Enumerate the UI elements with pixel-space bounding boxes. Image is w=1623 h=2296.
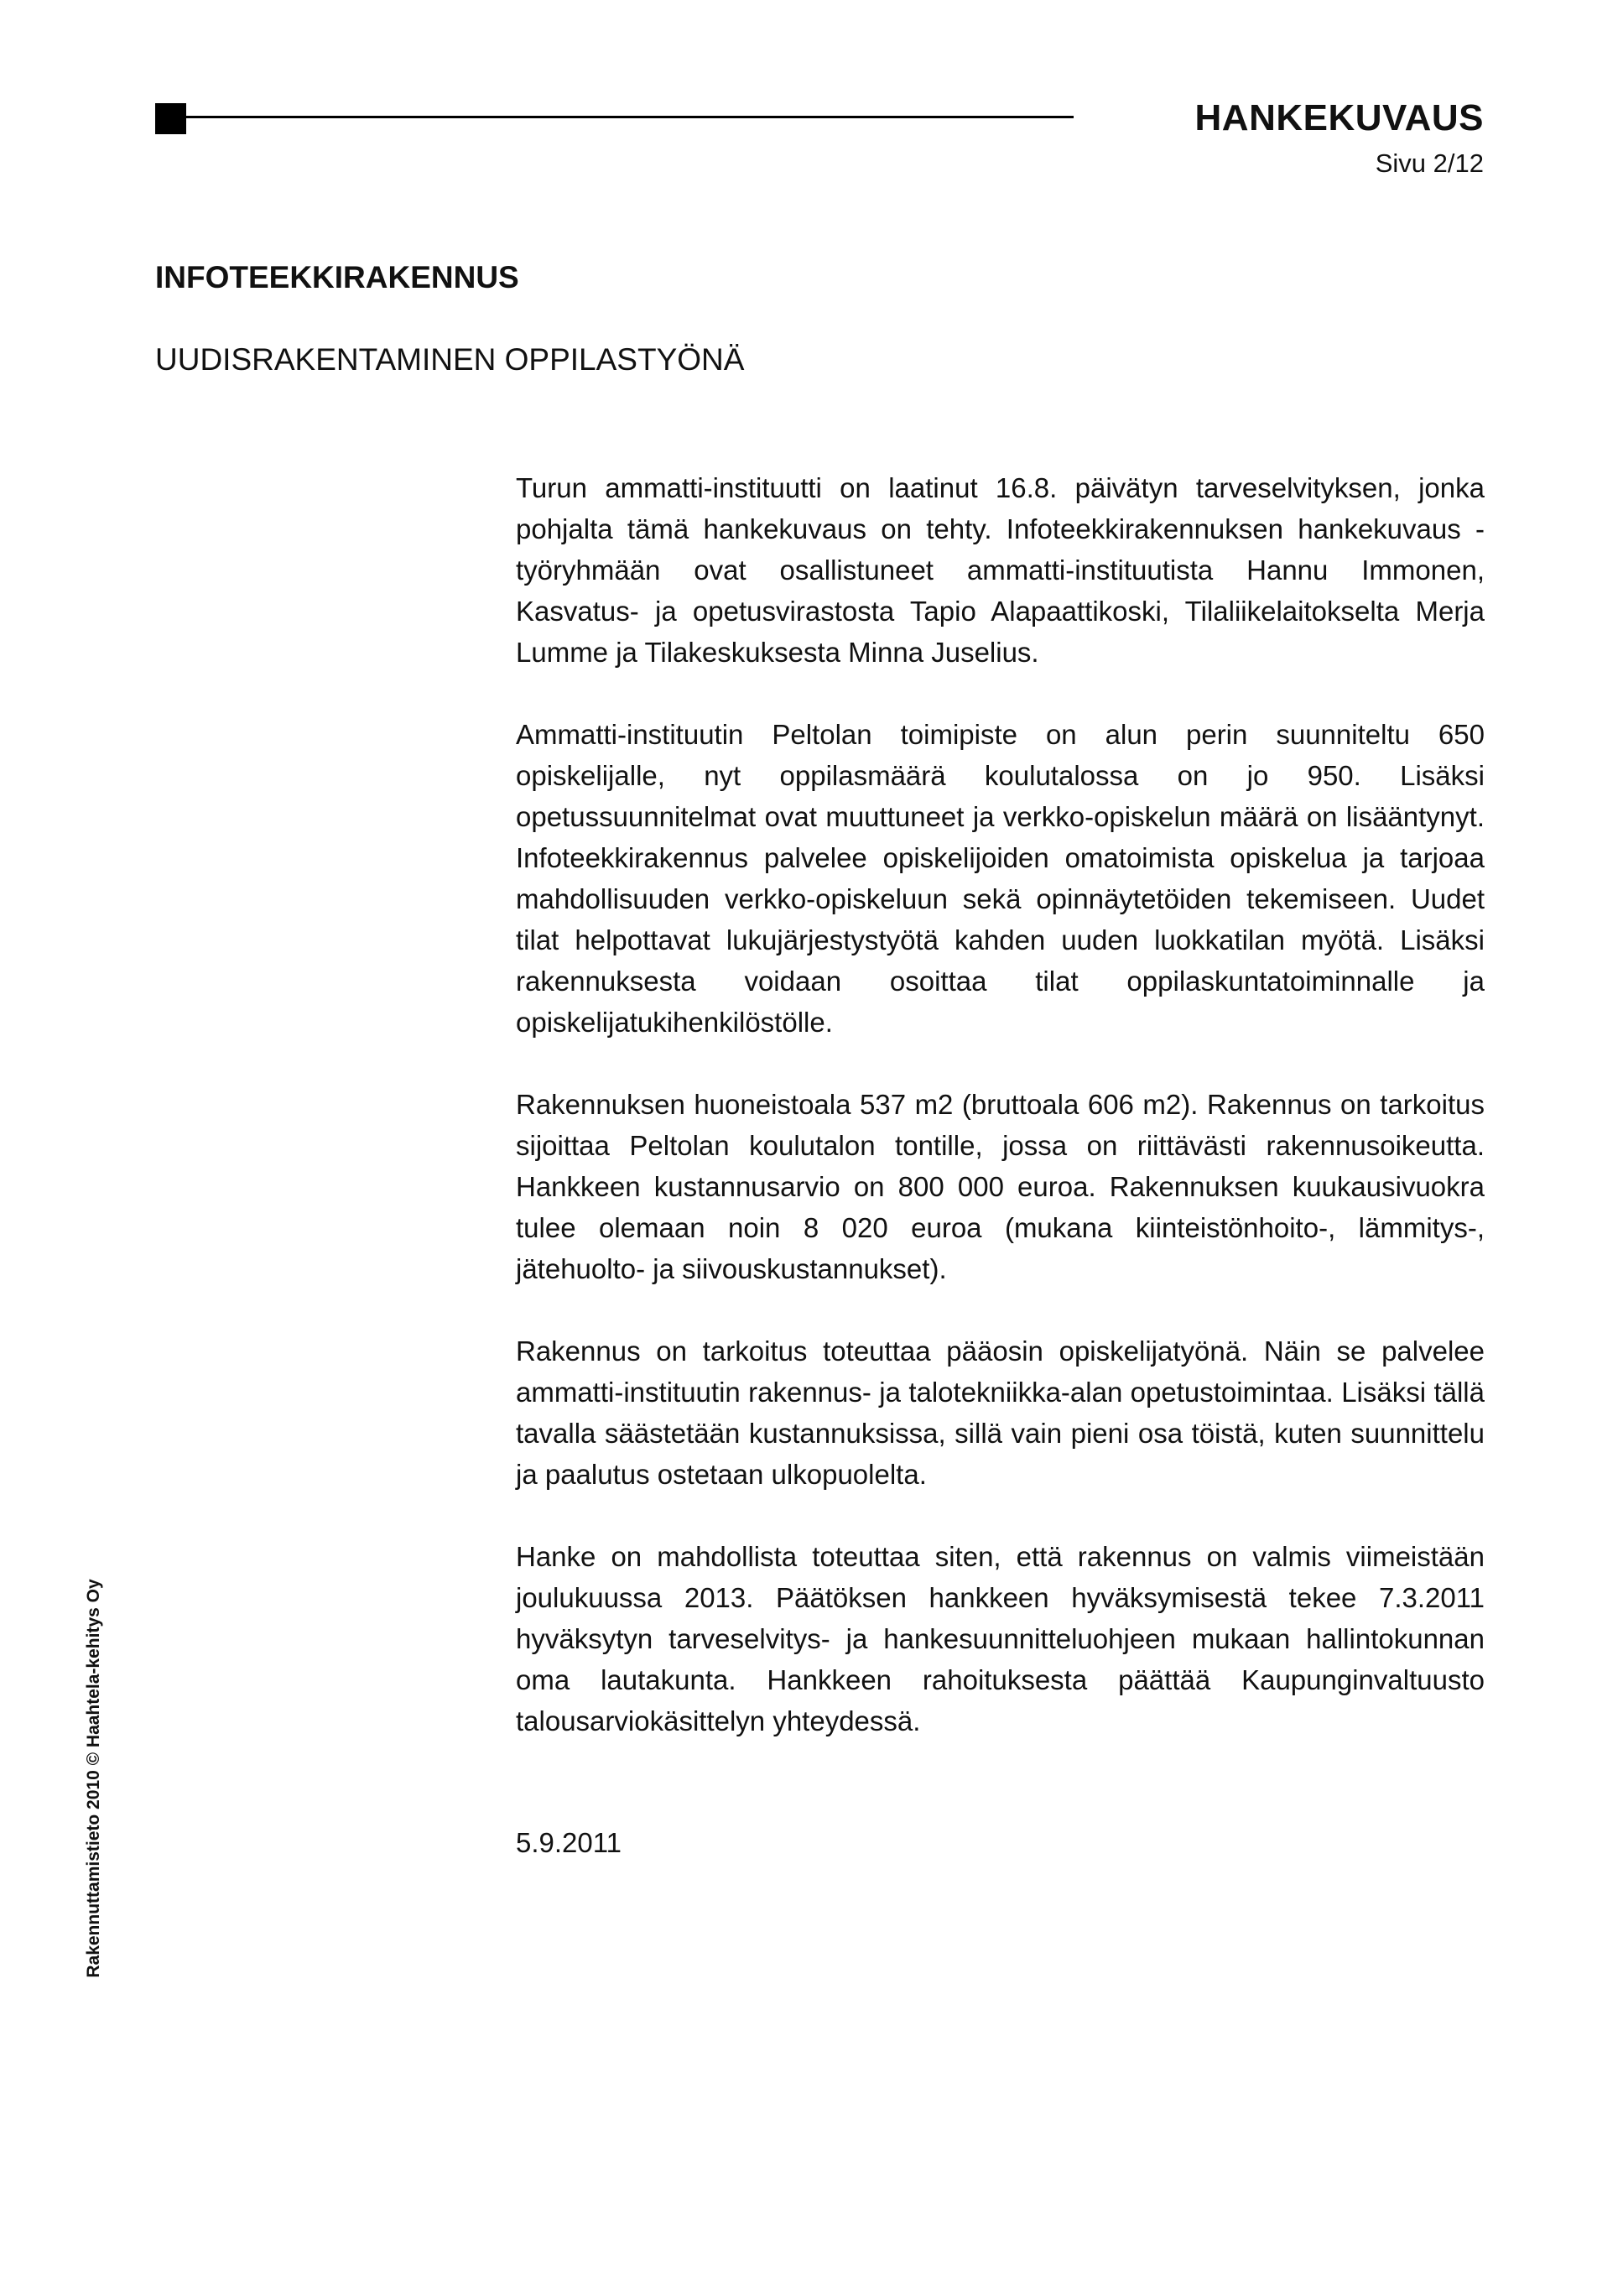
paragraph: Hanke on mahdollista toteuttaa siten, että rakennus on valmis viimeistään joulukuussa 2013. Päätöksen hankkeen hyväksymisestä tekee 7.3.2011 hyväksytyn tarveselvitys- ja hankesuunnitteluohjeen mukaan hallintokunnan oma lautakunta. Hankkeen rahoituksesta päättää Kaupunginvaltuusto talousarviokäsittelyn yhteydessä. — [516, 1541, 1485, 1736]
copyright-side-note: Rakennuttamistieto 2010 © Haahtela-kehitys Oy — [84, 1579, 103, 1978]
document-type: HANKEKUVAUS — [1194, 97, 1484, 138]
paragraph: Rakennuksen huoneistoala 537 m2 (bruttoala 606 m2). Rakennus on tarkoitus sijoittaa Peltolan koulutalon tontille, jossa on riittävästi rakennusoikeutta. Hankkeen kustannusarvio on 800 000 euroa. Rakennuksen kuukausivuokra tulee olemaan noin 8 020 euroa (mukana kiinteistönhoito-, lämmitys-, jätehuolto- ja siivouskustannukset). — [516, 1089, 1485, 1284]
body-text — [516, 467, 1485, 1863]
paragraph: Ammatti-instituutin Peltolan toimipiste on alun perin suunniteltu 650 opiskelijalle, nyt oppilasmäärä koulutalossa on jo 950. Lisäksi opetussuunnitelmat ovat muuttuneet ja verkko-opiskelun määrä on lisääntynyt. Infoteekkirakennus palvelee opiskelijoiden omatoimista opiskelua ja tarjoaa mahdollisuuden verkko-opiskeluun sekä opinnäytetöiden tekemiseen. Uudet tilat helpottavat lukujärjestystyötä kahden uuden luokkatilan myötä. Lisäksi rakennuksesta voidaan osoittaa tilat oppilaskuntatoiminnalle ja opiskelijatukihenkilöstölle. — [516, 719, 1485, 1038]
paragraph: Turun ammatti-instituutti on laatinut 16.8. päivätyn tarveselvityksen, jonka pohjalta tämä hankekuvaus on tehty. Infoteekkirakennuksen hankekuvaus -työryhmään ovat osallistuneet ammatti-instituutista Hannu Immonen, Kasvatus- ja opetusvirastosta Tapio Alapaattikoski, Tilaliikelaitokselta Merja Lumme ja Tilakeskuksesta Minna Juselius. — [516, 472, 1485, 668]
page-subtitle: UUDISRAKENTAMINEN OPPILASTYÖNÄ — [155, 342, 745, 377]
header-square-mark — [155, 103, 186, 134]
document-date: 5.9.2011 — [516, 1827, 622, 1858]
paragraph: Rakennus on tarkoitus toteuttaa pääosin opiskelijatyönä. Näin se palvelee ammatti-instituutin rakennus- ja talotekniikka-alan opetustoimintaa. Lisäksi tällä tavalla säästetään kustannuksissa, sillä vain pieni osa töistä, kuten suunnittelu ja paalutus ostetaan ulkopuolelta. — [516, 1335, 1485, 1490]
header-rule — [186, 116, 1074, 118]
page-title: INFOTEEKKIRAKENNUS — [155, 260, 519, 294]
page-number: Sivu 2/12 — [1375, 148, 1484, 178]
